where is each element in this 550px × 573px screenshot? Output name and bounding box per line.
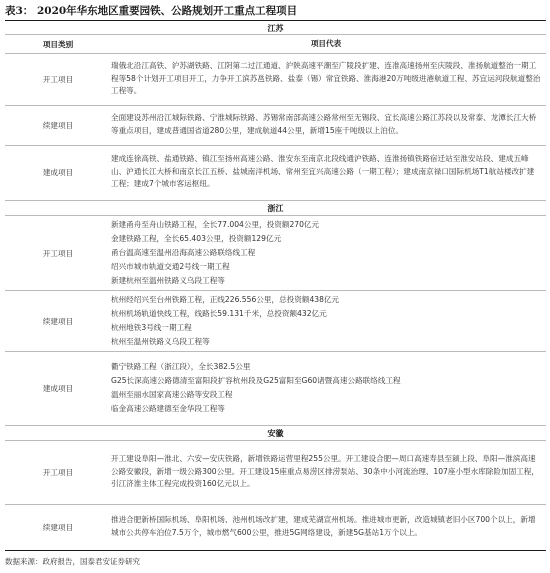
row-content: 开工建设阜阳—淮北、六安—安庆铁路，新增铁路运营里程255公里。开工建设合肥—周口高速寿县至颍上段、阜阳—淮滨高速公路安徽段，新增一级公路300公里。开工建设15座重点易涝区排涝泵站、30条中小河流治理、107座小型水库除险加固工程，引江济淮主体工程完成投资160亿元以上。 — [111, 453, 539, 489]
row-content — [111, 360, 541, 416]
row-category: 续建项目 — [42, 120, 74, 130]
divider — [5, 34, 546, 35]
province-jiangsu: 江苏 — [267, 24, 284, 33]
divider — [5, 351, 546, 352]
table-row — [5, 108, 546, 142]
divider — [5, 440, 546, 441]
row-content — [111, 293, 541, 349]
divider — [5, 145, 546, 146]
row-line: G25长深高速公路德清至富阳段扩容杭州段及G25富阳至G60诸暨高速公路联络线工程 — [111, 375, 401, 385]
row-content — [111, 218, 541, 288]
row-category: 开工项目 — [42, 248, 74, 258]
province-anhui: 安徽 — [267, 429, 284, 438]
row-line: 甬台温高速至温州沿海高速公路联络线工程 — [111, 247, 256, 257]
table-row — [5, 293, 546, 349]
row-line: 杭州地铁3号线一期工程 — [111, 323, 192, 332]
table-row — [5, 218, 546, 288]
row-line: 杭州经绍兴至台州铁路工程，正线226.556公里，总投资额438亿元 — [111, 294, 340, 304]
row-content: 瑞俄北沿江高铁、沪苏湖铁路、江阴第二过江通道、沪陕高速平潮至广陵段扩建、连准高速扬州至庆陵段、准扬航道整治一期工程等58个计划开工项目开工，力争开工滨苏邕铁路、盐泰（锡）常宜铁路、淮海港20万吨级进港航道工程、苏宜运河段航道整治工程等。 — [111, 60, 541, 96]
row-line: 新建甬舟至舟山铁路工程，全长77.004公里，投资额270亿元 — [111, 219, 320, 229]
row-line: 新建杭州至温州铁路义乌段工程等 — [111, 276, 225, 286]
row-category: 开工项目 — [42, 74, 74, 84]
divider — [5, 504, 546, 505]
divider — [5, 215, 546, 216]
row-content: 建成连徐高铁、盐通铁路、镇江至扬州高速公路、淮安东至南京北段线通沪铁路、连淮扬镇铁路宿迁站至淮安站段、建成五峰山、沪通长江大桥和南京长江五桥、盐城南洋机场、常州至宜兴高速公路（一期工程）；建成南京禄口国际机场T1航站楼改扩建工程；建成7个城市客运枢纽。 — [111, 153, 535, 189]
row-category: 续建项目 — [42, 522, 74, 532]
row-content: 全面建设苏州沿江城际铁路、宁淮城际铁路、苏锡常南部高速公路常州至无锡段、宜长高速公路江苏段以及常泰、龙潭长江大桥等重点项目，建成普通国省道280公里，建成航道44公里，新增15座千吨级以上泊位。 — [111, 113, 537, 135]
row-line: 金建铁路工程，全长65.403公里，投资额129亿元 — [111, 233, 282, 243]
table-row — [5, 507, 546, 547]
row-category: 开工项目 — [42, 467, 74, 477]
divider — [5, 425, 546, 426]
header-representative: 项目代表 — [310, 38, 342, 48]
row-line: 温州至丽水国家高速公路等安段工程 — [111, 390, 233, 399]
row-line: 杭州机场轨道快线工程，线路长59.131千米，总投资额432亿元 — [111, 308, 327, 318]
table-header — [5, 37, 546, 51]
row-category: 续建项目 — [42, 316, 74, 326]
divider — [5, 290, 546, 291]
top-rule — [5, 20, 546, 21]
province-zhejiang: 浙江 — [267, 204, 284, 213]
divider — [5, 105, 546, 106]
row-category: 建成项目 — [42, 383, 74, 393]
row-category: 建成项目 — [42, 167, 74, 177]
row-line: 杭州至温州铁路义乌段工程等 — [111, 337, 210, 347]
row-line: 临金高速公路建德至金华段工程等 — [111, 404, 225, 414]
bottom-rule — [5, 550, 546, 551]
row-content: 推进合肥新桥国际机场、阜阳机场、池州机场改扩建，建成芜湖宣州机场。推进城市更新，改造城镇老旧小区700个以上，新增城市公共停车泊位7.5万个，城市燃气600公里，推进5G网络建设，新建5G基站1万个以上。 — [111, 515, 536, 537]
row-line: 绍兴市城市轨道交通2号线一期工程 — [111, 262, 230, 272]
table-row — [5, 148, 546, 196]
table-row — [5, 354, 546, 422]
header-category: 项目类别 — [42, 39, 74, 49]
row-line: 衢宁铁路工程（浙江段），全长382.5公里 — [111, 361, 251, 371]
source-note: 数据来源：政府报告，国泰君安证券研究 — [5, 557, 140, 566]
divider — [5, 200, 546, 201]
divider — [5, 53, 546, 54]
table-title: 表3： 2020年华东地区重要园铁、公路规划开工重点工程项目 — [5, 5, 298, 17]
table-row — [5, 56, 546, 102]
table-row — [5, 443, 546, 501]
